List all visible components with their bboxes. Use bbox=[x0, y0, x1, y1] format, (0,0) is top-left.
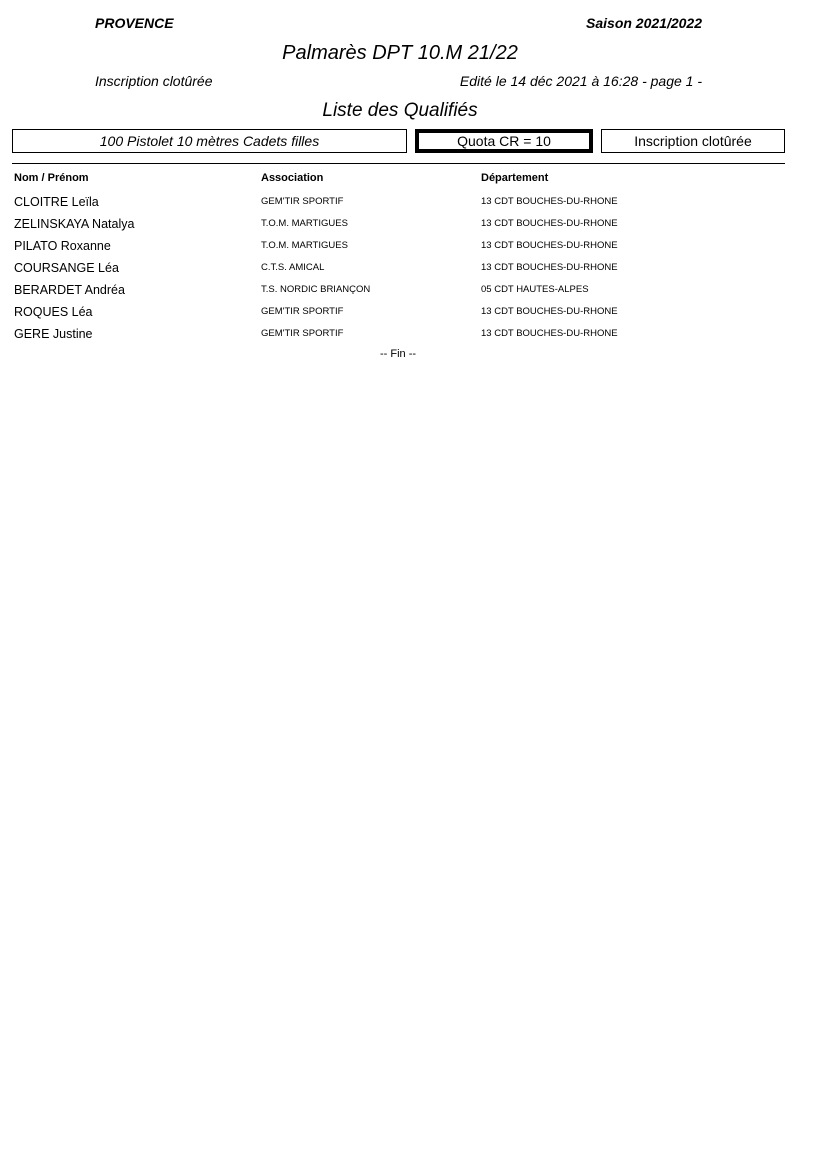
athlete-department: 13 CDT BOUCHES-DU-RHONE bbox=[481, 240, 618, 251]
event-box bbox=[12, 129, 407, 153]
table-row bbox=[0, 261, 800, 283]
athlete-club: GEM'TIR SPORTIF bbox=[261, 328, 344, 339]
table-row bbox=[0, 239, 800, 261]
list-title: Liste des Qualifiés bbox=[322, 100, 478, 121]
table-row bbox=[0, 305, 800, 327]
table-row bbox=[0, 217, 800, 239]
athlete-name: GERE Justine bbox=[14, 327, 93, 341]
athlete-club: GEM'TIR SPORTIF bbox=[261, 196, 344, 207]
athlete-name: PILATO Roxanne bbox=[14, 239, 111, 253]
athlete-name: COURSANGE Léa bbox=[14, 261, 119, 275]
table-row bbox=[0, 195, 800, 217]
athlete-club: T.O.M. MARTIGUES bbox=[261, 218, 348, 229]
athlete-department: 13 CDT BOUCHES-DU-RHONE bbox=[481, 328, 618, 339]
column-header-department: Département bbox=[481, 172, 549, 184]
header-divider bbox=[12, 163, 785, 164]
status-box bbox=[601, 129, 785, 153]
athlete-club: T.S. NORDIC BRIANÇON bbox=[261, 284, 371, 295]
athlete-name: CLOITRE Leïla bbox=[14, 195, 99, 209]
athlete-department: 13 CDT BOUCHES-DU-RHONE bbox=[481, 262, 618, 273]
table-row bbox=[0, 283, 800, 305]
status-label: Inscription clotûrée bbox=[634, 133, 752, 149]
event-label: 100 Pistolet 10 mètres Cadets filles bbox=[99, 133, 320, 149]
registration-status: Inscription clotûrée bbox=[95, 73, 213, 89]
edition-info: Edité le 14 déc 2021 à 16:28 - page 1 - bbox=[459, 73, 702, 89]
athlete-club: T.O.M. MARTIGUES bbox=[261, 240, 348, 251]
quota-label: Quota CR = 10 bbox=[457, 133, 551, 149]
athlete-department: 13 CDT BOUCHES-DU-RHONE bbox=[481, 306, 618, 317]
athlete-name: ROQUES Léa bbox=[14, 305, 93, 319]
athlete-name: ZELINSKAYA Natalya bbox=[14, 217, 135, 231]
season-label: Saison 2021/2022 bbox=[586, 15, 702, 31]
athlete-department: 05 CDT HAUTES-ALPES bbox=[481, 284, 589, 295]
athlete-club: GEM'TIR SPORTIF bbox=[261, 306, 344, 317]
column-header-association: Association bbox=[261, 172, 324, 184]
athlete-club: C.T.S. AMICAL bbox=[261, 262, 325, 273]
end-marker: -- Fin -- bbox=[379, 348, 417, 360]
quota-box bbox=[415, 129, 593, 153]
athlete-department: 13 CDT BOUCHES-DU-RHONE bbox=[481, 196, 618, 207]
document-title: Palmarès DPT 10.M 21/22 bbox=[282, 42, 518, 64]
table-row bbox=[0, 327, 800, 349]
athlete-department: 13 CDT BOUCHES-DU-RHONE bbox=[481, 218, 618, 229]
column-header-name: Nom / Prénom bbox=[14, 172, 89, 184]
athlete-name: BERARDET Andréa bbox=[14, 283, 125, 297]
region-label: PROVENCE bbox=[95, 15, 174, 31]
